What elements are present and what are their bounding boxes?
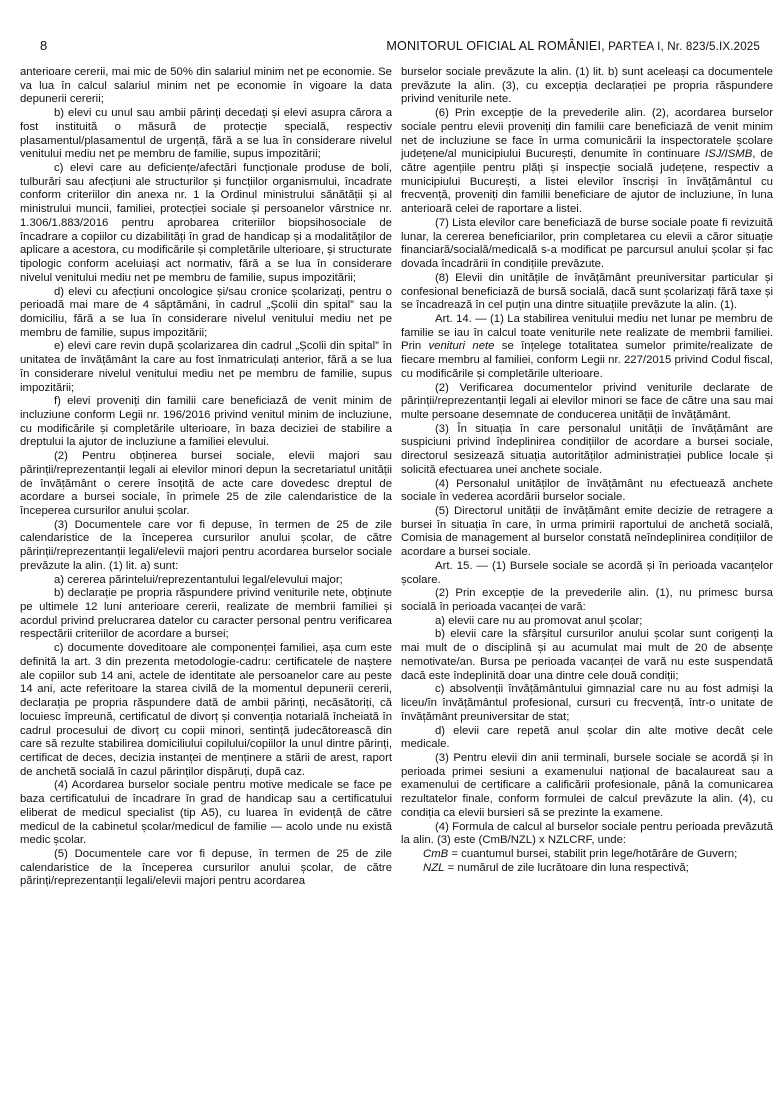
italic-term: ISJ/ISMB xyxy=(705,148,753,161)
italic-term: venituri nete xyxy=(428,340,495,353)
paragraph: (2) Pentru obținerea bursei sociale, elevii majori sau părinții/reprezentanții legali ai elevilor minori depun la secretariatul unității de învățământ o cerere însoțită de acte care dovedesc dreptul de acordare a bursei sociale, în primele 25 de zile calendaristice de la începerea cursurilor anului școlar. xyxy=(20,450,392,517)
paragraph: b) elevii care la sfârșitul cursurilor anului școlar sunt corigenți la mai mult de o disciplină și au acumulat mai mult de 20 de absențe nemotivate/an. Bursa pe perioada vacanței de vară nu este suspendată dacă este îndeplinită doar una dintre cele două condiții; xyxy=(401,628,773,682)
definition-nzl xyxy=(401,862,773,876)
paragraph: b) elevi cu unul sau ambii părinți decedați și elevi asupra cărora a fost instituită o măsură de protecție specială, respectiv plasamentul/plasamentul de urgență, fără a se lua în considerare nivelul venitului mediu net pe membru de familie, supus impozitării; xyxy=(20,107,392,161)
paragraph: (4) Personalul unităților de învățământ nu efectuează anchete sociale în vederea acordării burselor sociale. xyxy=(401,477,773,504)
text-run: Art. 14. — (1) La stabilirea venitului mediu net lunar pe membru de familie se iau în calcul toate veniturile nete realizate de membrii familiei. Prin xyxy=(401,312,773,353)
publication-part: PARTEA I, Nr. 823/5.IX.2025 xyxy=(608,40,760,53)
paragraph: b) declarație pe propria răspundere privind veniturile nete, obținute pe ultimele 12 luni anterioare cererii, realizate de membrii familiei și acordul privind prelucrarea datelor cu caracter personal pentru verificarea respectării criteriilor de acordare a bursei; xyxy=(20,587,392,641)
paragraph: c) documente doveditoare ale componenței familiei, așa cum este definită la art. 3 din prezenta metodologie-cadru: certificatele de naștere ale copiilor sub 14 ani, actele de identitate ale persoanelor care au peste 14 ani, acte referitoare la starea civilă de la momentul depunerii cererii, declarația pe propria răspundere dată de ambii părinți, necăsătoriți, că locuiesc împreună, certificatul de divorț și convenția notarială încheiată în cadrul procesului de divorț cu copii minori, sentință judecătorească din care să rezulte stabilirea domiciliului copilului/copiilor la unul dintre părinți, certificat de deces, decizia instanței de menținere a stării de arest, raport de anchetă socială în cazul părinților dispăruți, după caz. xyxy=(20,642,392,778)
text-run: se înțelege totalitatea sumelor primite/realizate de fiecare membru al familiei, conform Legii nr. 227/2015 privind Codul fiscal, cu modificările și completările ulterioare. xyxy=(401,340,773,380)
paragraph: c) absolvenții învățământului gimnazial care nu au fost admiși la liceu/în învățământul profesional, cursuri cu frecvență, într-o unitate de învățământ preuniversitar de stat; xyxy=(401,683,773,723)
paragraph: (4) Acordarea burselor sociale pentru motive medicale se face pe baza certificatului de încadrare în grad de handicap sau a certificatului eliberat de medicul specialist (tip A5), cu luarea în evidență de către medicul de la cabinetul școlar/medicul de familie — acolo unde nu există medic școlar. xyxy=(20,779,392,847)
paragraph: (3) În situația în care personalul unității de învățământ are suspiciuni privind îndeplinirea condițiilor de acordare a bursei sociale, directorul sesizează situația autorităților administrației publice locale și solicită efectuarea unei anchete sociale. xyxy=(401,422,773,476)
paragraph: (4) Formula de calcul al burselor sociale pentru perioada prevăzută la alin. (3) este (CmB/NZL) x NZLCRF, unde: xyxy=(401,820,773,847)
paragraph: d) elevi cu afecțiuni oncologice și/sau cronice școlarizați, pentru o perioadă mai mare de 4 săptămâni, în cadrul „Școlii din spital” sau la domiciliu, fără a se lua în considerare nivelul venitului mediu net pe membru de familie, supus impozitării; xyxy=(20,285,392,339)
paragraph: a) elevii care nu au promovat anul școlar; xyxy=(435,614,643,627)
paragraph: (2) Prin excepție de la prevederile alin. (1), nu primesc bursa socială în perioada vacanței de vară: xyxy=(401,587,773,614)
paragraph: (5) Directorul unității de învățământ emite decizie de retragere a bursei în situația în care, în urma primirii raportului de anchetă socială, Comisia de management al burselor constată neîndeplinirea condițiilor de acordare a bursei sociale. xyxy=(401,505,773,559)
publication-name: MONITORUL OFICIAL AL ROMÂNIEI, xyxy=(386,39,605,53)
definition-cmb xyxy=(401,848,773,862)
paragraph: d) elevii care repetă anul școlar din alte motive decât cele medicale. xyxy=(401,724,773,751)
formula-term: CmB xyxy=(423,847,449,860)
paragraph: a) cererea părintelui/reprezentantului legal/elevului major; xyxy=(54,573,343,586)
paragraph: (8) Elevii din unitățile de învățământ preuniversitar particular și confesional beneficiază de bursă socială, dacă sunt școlarizați fără taxe și se încadrează în cel puțin una dintre situațiile prevăzute la alin. (1). xyxy=(401,271,773,312)
paragraph: (2) Verificarea documentelor privind veniturile declarate de părinții/reprezentanții legali ai elevilor minori se face de către una sau mai multe persoane desemnate de conducerea unității de învățământ. xyxy=(401,381,773,421)
paragraph: burselor sociale prevăzute la alin. (1) lit. b) sunt aceleași ca documentele prevăzute la alin. (3), cu excepția declarației pe propria răspundere privind veniturile nete. xyxy=(401,66,773,106)
text-run: , de către agențiile pentru plăți și inspecție socială județene, respectiv a municipiului București, a listei elevilor înscriși în învățământul cu frecvență, proveniți din familii beneficiare de ajutor de incluziune, în luna anterioară celei de raportare a listei. xyxy=(401,148,773,216)
paragraph: (3) Pentru elevii din anii terminali, bursele sociale se acordă și în perioada primei sesiuni a examenului național de bacalaureat sau a examenului de certificare a calificării profesionale, până la comunicarea rezultatelor finale, conform formulei de calcul prevăzute la alin. (4), cu condiția ca elevii bursieri să se prezinte la examene. xyxy=(401,751,773,819)
paragraph: c) elevi care au deficiențe/afectări funcționale produse de boli, tulburări sau afecțiuni ale structurilor și funcțiilor organismului, încadrate conform criteriilor din anexa nr. 1 la Ordinul ministrului sănătății și al ministrului muncii, familiei, protecției sociale și persoanelor vârstnice nr. 1.306/1.883/2016 pentru aprobarea criteriilor biopsihosociale de încadrare a copiilor cu dizabilități în grad de handicap și a modalităților de aplicare a acestora, cu modificările și completările ulterioare, și structurate tipologic conform aceluiași act normativ, fără a se lua în considerare nivelul venitului mediu net pe membru de familie, supus impozitării; xyxy=(20,162,392,284)
page-number: 8 xyxy=(40,38,48,53)
right-column xyxy=(401,66,773,875)
article-15: Art. 15. — (1) Bursele sociale se acordă și în perioada vacanțelor școlare. xyxy=(401,559,773,586)
definition-text: = numărul de zile lucrătoare din luna respectivă; xyxy=(444,861,689,874)
paragraph xyxy=(401,107,773,217)
paragraph: anterioare cererii, mai mic de 50% din salariul minim net pe economie. Se va lua în calcul salariul minim net pe economie în vigoare la data depunerii cererii; xyxy=(20,66,392,106)
paragraph: e) elevi care revin după școlarizarea din cadrul „Școlii din spital” în unitatea de învățământ la care au fost înmatriculați anterior, fără a se lua în considerare nivelul venitului mediu net pe membru de familie, supus impozitării; xyxy=(20,340,392,394)
paragraph: (3) Documentele care vor fi depuse, în termen de 25 de zile calendaristice de la începerea cursurilor anului școlar, de către părinții/reprezentanții legali/elevii majori pentru acordarea burselor sociale prevăzute la alin. (1) lit. a) sunt: xyxy=(20,518,392,572)
paragraph: (7) Lista elevilor care beneficiază de burse sociale poate fi revizuită lunar, la cererea beneficiarilor, prin completarea cu elevii a căror situație financiară/socială/medicală s-a modificat pe parcursul anului școlar și fac dovada încadrării în condițiile prevăzute. xyxy=(401,216,773,271)
article-14 xyxy=(401,313,773,382)
page-header xyxy=(36,38,774,54)
left-column xyxy=(20,66,392,889)
paragraph: (5) Documentele care vor fi depuse, în termen de 25 de zile calendaristice de la începerea cursurilor anului școlar, de către părinți/reprezentanții legali/elevii majori pentru acordarea xyxy=(20,847,392,888)
paragraph: f) elevi proveniți din familii care beneficiază de venit minim de incluziune conform Legii nr. 196/2016 privind venitul minim de incluziune, cu modificările și completările ulterioare, în baza deciziei de stabilire a dreptului la ajutor de incluziune a familiei elevului. xyxy=(20,395,392,449)
text-run: (6) Prin excepție de la prevederile alin. (2), acordarea burselor sociale pentru elevii proveniți din familii care beneficiază de venit minim net de incluziune se face în urma comunicării la inspectoratele școlare județene/al municipiului București, denumite în continuare xyxy=(401,107,773,161)
formula-term: NZL xyxy=(423,861,445,874)
definition-text: = cuantumul bursei, stabilit prin lege/hotărâre de Guvern; xyxy=(448,847,738,860)
publication-title xyxy=(386,39,760,53)
